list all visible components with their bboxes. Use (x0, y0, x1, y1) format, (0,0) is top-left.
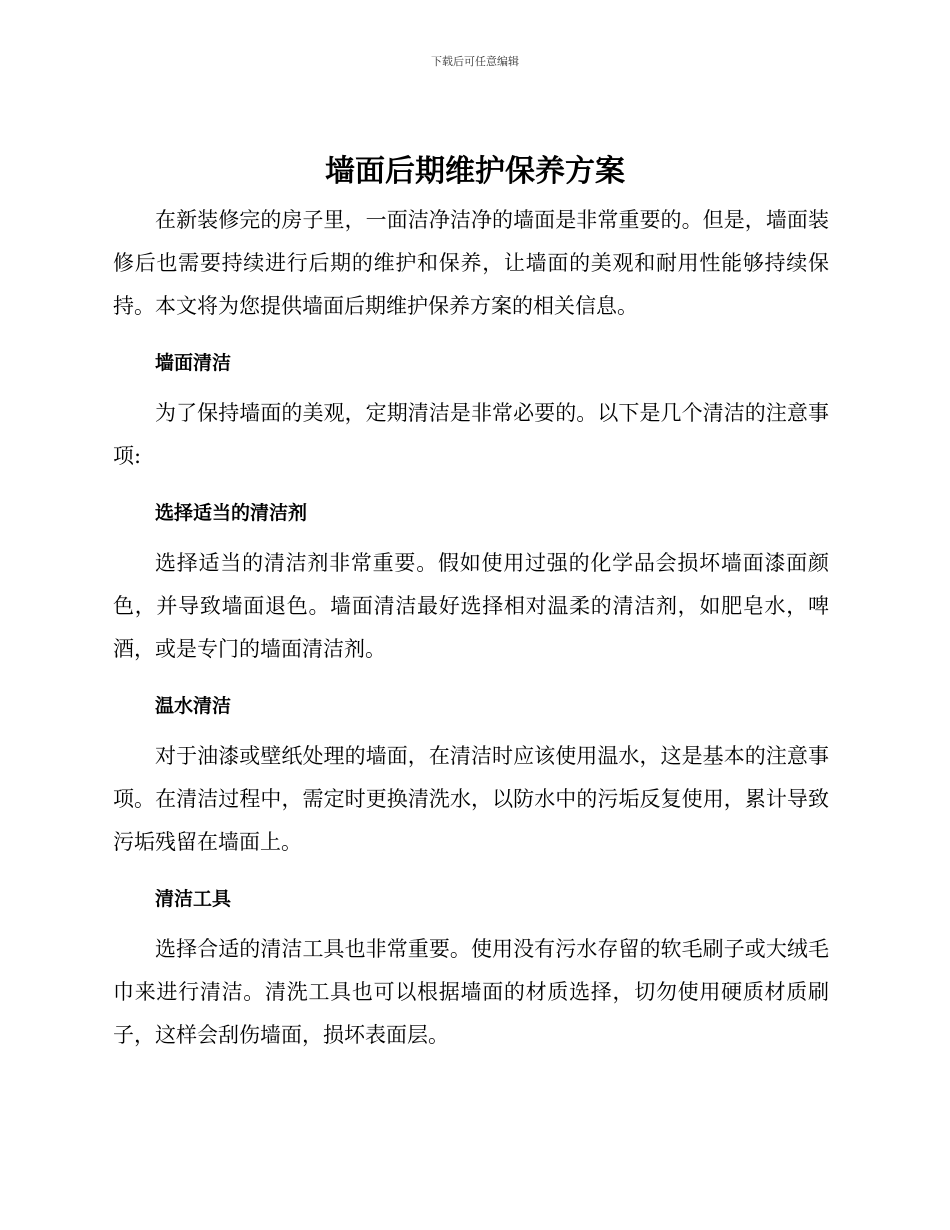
document-title: 墙面后期维护保养方案 (325, 154, 625, 189)
section-heading-cleaner-choice: 选择适当的清洁剂 (155, 502, 308, 524)
section-paragraph-cleaning-tools: 选择合适的清洁工具也非常重要。使用没有污水存留的软毛刷子或大绒毛巾来进行清洁。清洗工具也可以根据墙面的材质选择，切勿使用硬质材质刷子，这样会刮伤墙面，损坏表面层。 (113, 937, 829, 1047)
section-paragraph-cleaner-choice: 选择适当的清洁剂非常重要。假如使用过强的化学品会损坏墙面漆面颜色，并导致墙面退色。墙面清洁最好选择相对温柔的清洁剂，如肥皂水，啤酒，或是专门的墙面清洁剂。 (113, 551, 829, 661)
section-heading-wall-cleaning: 墙面清洁 (155, 352, 232, 374)
section-paragraph-wall-cleaning: 为了保持墙面的美观，定期清洁是非常必要的。以下是几个清洁的注意事项: (113, 401, 829, 468)
document-body (113, 199, 829, 1057)
section-heading-warm-water: 温水清洁 (155, 695, 232, 717)
section-paragraph-warm-water: 对于油漆或壁纸处理的墙面，在清洁时应该使用温水，这是基本的注意事项。在清洁过程中，需定时更换清洗水，以防水中的污垢反复使用，累计导致污垢残留在墙面上。 (113, 744, 829, 854)
intro-paragraph: 在新装修完的房子里，一面洁净洁净的墙面是非常重要的。但是，墙面装修后也需要持续进行后期的维护和保养，让墙面的美观和耐用性能够持续保持。本文将为您提供墙面后期维护保养方案的相关信息。 (113, 208, 829, 318)
section-heading-cleaning-tools: 清洁工具 (155, 888, 232, 910)
page-header-note: 下载后可任意编辑 (431, 55, 519, 68)
